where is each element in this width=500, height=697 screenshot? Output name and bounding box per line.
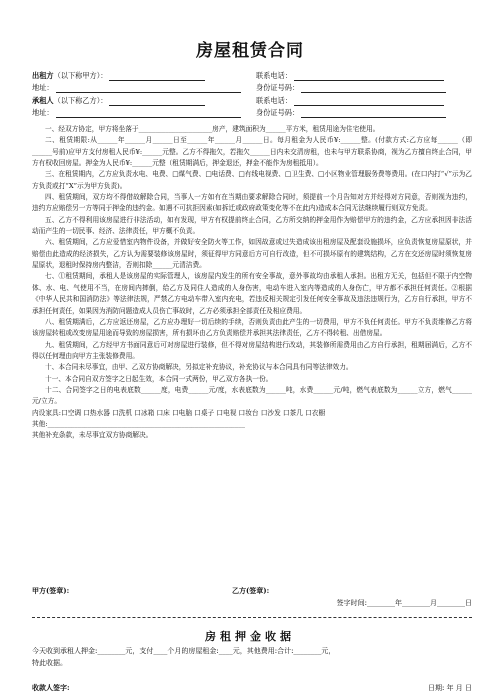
lessee-note: （以下称乙方）： (53, 95, 108, 105)
lessee-address-row (32, 106, 472, 119)
lessor-address-blank[interactable] (56, 83, 241, 93)
lessee-address-label: 地址： (32, 108, 54, 117)
clause-3: 三、在租赁期内，乙方应负责水电、电费、□煤气费、□电话费、□有线电视费、□卫生费、□小区物业管理服务费等费用。(在口内打“√”示为乙方负责或打“X”示为甲方负责)。 (32, 170, 472, 190)
lessee-label: 承租人 (32, 95, 54, 105)
lessee-name-blank[interactable] (109, 96, 205, 106)
supplement-note: 其他补充条款，未尽事宜双方协商解决。 (32, 431, 153, 440)
lessor-id-label: 身份证号码： (256, 83, 300, 92)
receipt-line-1: 今天收到承租人押金:________元，支付____个月的房屋租金:____元，其他费用:合计:________元， (32, 647, 336, 655)
signature-block (32, 582, 472, 607)
lessee-address-blank[interactable] (56, 108, 241, 118)
receipt-signer[interactable]: 收款人签字: (32, 683, 70, 692)
receipt-line-2: 特此收据。 (32, 659, 67, 667)
clause-9: 九、租赁期间，乙方经甲方书面同意后可对房屋进行装修，但不得对房屋结构进行改动，其装修所需费用由乙方自行承担，租期届满后，乙方不得以任何理由向甲方主张装修费用。 (32, 340, 472, 360)
lessee-phone-label: 联系电话： (256, 95, 292, 105)
contract-title: 房屋租赁合同 (196, 41, 304, 61)
lessor-address-row (32, 81, 472, 94)
contract-clauses (32, 124, 472, 442)
clause-5: 五、乙方不得利用该房屋进行非法活动，如有发现，甲方有权提前终止合同，乙方所交纳的押金用作为赔偿甲方的违约金，乙方应承担因非法活动而产生的一切民事、经济、法律责任，甲方概不负责。 (32, 215, 472, 236)
lessor-row (32, 68, 472, 81)
lessee-id-label: 身份证号码： (256, 108, 300, 117)
signing-date[interactable]: 签字时间:________年________月________日 (336, 599, 472, 607)
clause-4: 四、租赁期间，双方均不得借故解除合同，当事人一方如有在当期由要求解除合同时，须提前一个月告知对方并经得对方同意，否则视为违约，违约方应赔偿另一方等同于押金的违约金。如遇不可抗拒因素(如拆迁或政府政策变化等不在此内)造成本合同无法继续履行则双方免责。 (32, 193, 472, 213)
clause-7: 七、①租赁期间，承租人是该房屋的实际管理人，该房屋内发生的所有安全事故，意外事故均由承租人承担。出租方无关，包括但不限于内空物体、水、电、气使用不当，在房间内摔倒，给乙方及同住人造成的人身伤害，电动车进入室内等造成的人身伤亡，甲方都不承担任何责任。②根据《中华人民共和国消防法》等法律法规，严禁乙方电动车带入室内充电，若违反相关规定引发任何安全事故及违法违规行为，乙方自行承担，甲方不承担任何责任，如果因为消防问题造成人员伤亡事故时，乙方必须承担全部责任及相应费用。 (32, 272, 472, 315)
lessee-row (32, 93, 472, 106)
lessor-phone-blank[interactable] (294, 71, 444, 81)
receipt-body (32, 645, 472, 669)
lessor-note: （以下称甲方）： (53, 70, 108, 80)
lessor-id-blank[interactable] (301, 83, 446, 93)
clause-8: 八、租赁期满后，乙方应返还房屋，乙方应办理好一切后续的手续，否则负责由此产生的一切费用，甲方不负任何责任。甲方不负责维修乙方将该房屋转租或改变房屋用途而导致的房屋损害，所有损坏由乙方负责赔偿并承担其法律责任，乙方不得转租、出借房屋。 (32, 317, 472, 338)
clause-2: 二、租赁期限:从______年______月______日至______年______月______日。每月租金为人民币¥:______整。(付款方式:乙方应每______（即______号前)应甲方支付房租人民币¥:______元整。乙方不得拖欠，若拖欠______日内未交清房租，也未与甲方联系协商，视为乙方擅自终止合同，甲方有权收回房屋。押金为人民币¥:______元整（租赁期满后，押金退还，押金不能作为房租抵用）。 (32, 136, 472, 168)
party-a-signature[interactable]: 甲方(签章): (32, 586, 70, 595)
party-fields (32, 68, 472, 118)
receipt-divider (32, 617, 472, 618)
party-b-signature[interactable]: 乙方(签章): (232, 586, 270, 595)
clause-12: 十二、合同签字之日的电表底数______度，电费______元/度，水表底数为______吨，水费______元/吨，燃气表底数为______立方，燃气______元/立方。 (32, 385, 472, 406)
lessor-phone-label: 联系电话： (256, 70, 292, 80)
clause-6: 六、租赁期间，乙方应爱惜室内物件设备，并做好安全防火等工作，如因故意或过失造成该出租房屋及配套设施损坏，应负责恢复房屋原状，并赔偿由此造成的经济损失，乙方认为需要装修该房屋时，须征得甲方同意后方可自行改造，但不可损坏原有的建筑结构，乙方在交还房屋时须恢复房屋原状，退租时保持房内整洁，否则扣除______元清洁费。 (32, 238, 472, 270)
receipt-sign-row (32, 683, 472, 693)
lessor-label: 出租方 (32, 70, 54, 80)
lessor-name-blank[interactable] (109, 71, 205, 81)
receipt-date[interactable]: 日期: 年 月 日 (427, 684, 472, 692)
clause-1: 一、经双方协定，甲方将坐落于______________________房产，建筑面积为______平方米，租赁用途为住宅使用。 (45, 125, 380, 133)
clause-10: 十、本合同未尽事宜，由甲、乙双方协商解决，另拟定补充协议，补充协议与本合同具有同等法律效力。 (45, 363, 353, 372)
receipt-title: 房租押金收据 (205, 630, 295, 643)
clause-11: 十一、本合同自双方签字之日起生效，本合同一式两份，甲乙双方各执一份。 (45, 374, 273, 383)
lessee-phone-blank[interactable] (294, 96, 444, 106)
other-line: 其他:___________________________________________________________ (32, 419, 245, 428)
lessor-address-label: 地址： (32, 83, 54, 92)
furniture-checklist: 内设家具:口空调 口热水器 口洗机 口冰箱 口床 口电脑 口桌子 口电视 口妆台 口沙发 口茶几 口衣橱 (32, 408, 326, 417)
lessee-id-blank[interactable] (301, 108, 446, 118)
